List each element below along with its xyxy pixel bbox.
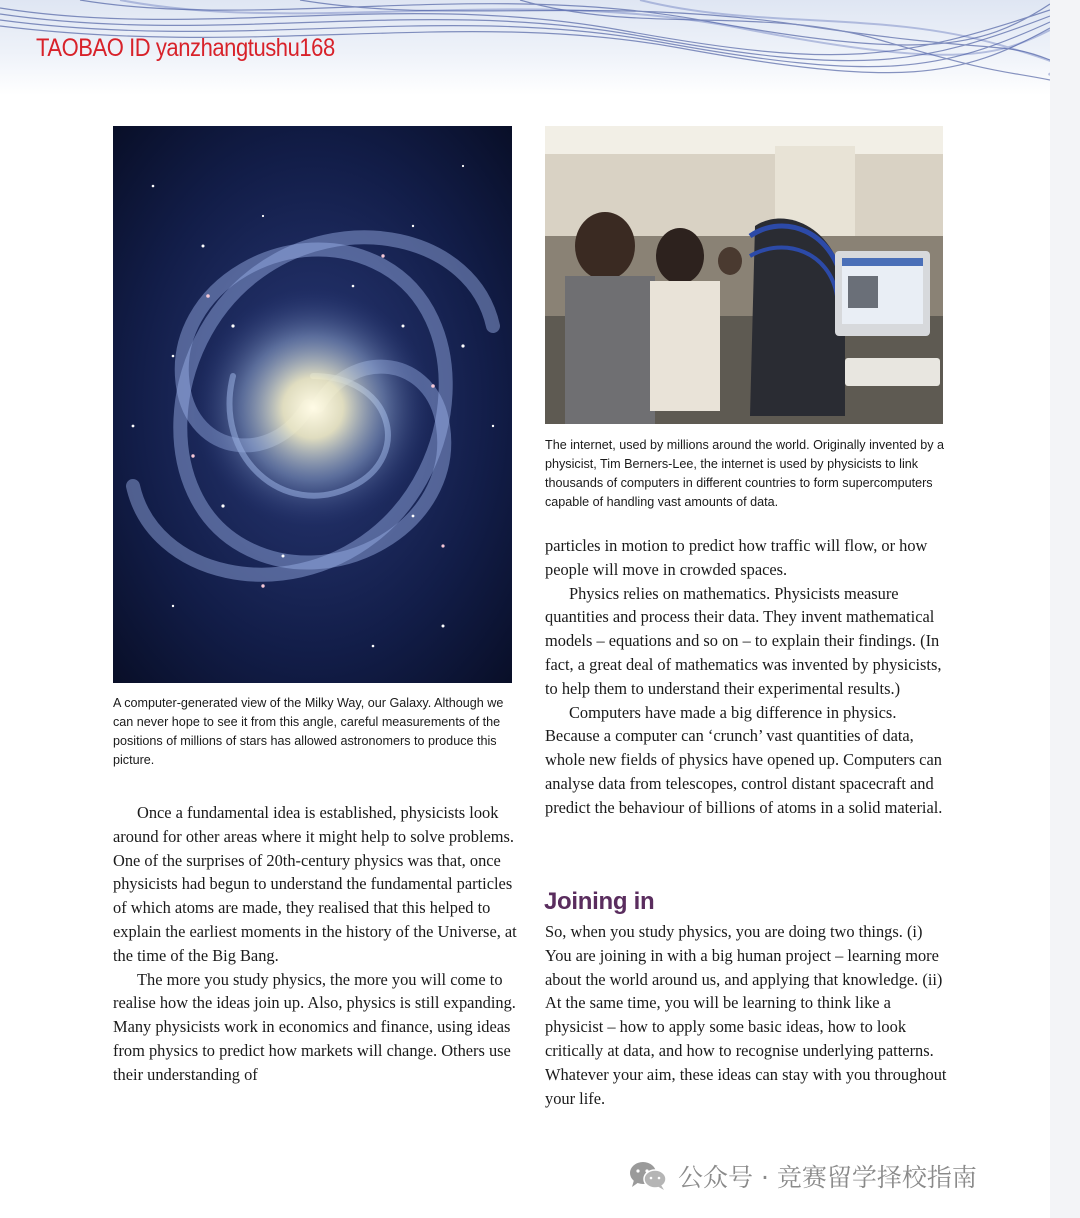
computer-lab-photo (545, 126, 943, 424)
milky-way-image (113, 126, 512, 683)
paragraph: Once a fundamental idea is established, physicists look around for other areas where it might help to solve problems. One of the surprises of 20th-century physics was that, once physicists had begun to understand the fundamental particles of which atoms are made, they realised that this helped to explain the earliest moments in the history of the Universe, at the time of the Big Bang. (113, 803, 517, 965)
paragraph: So, when you study physics, you are doing two things. (i) You are joining in with a big human project – learning more about the world around us, and applying that knowledge. (ii) At the same time, you will be learning to think like a physicist – how to apply some basic ideas, how to look critically at data, and how to recognise underlying patterns. Whatever your aim, these ideas can stay with you throughout your life. (545, 922, 947, 1108)
paragraph: particles in motion to predict how traffic will flow, or how people will move in crowded spaces. (545, 536, 928, 579)
taobao-id-watermark: TAOBAO ID yanzhangtushu168 (36, 34, 335, 62)
section-heading: Joining in (544, 888, 655, 915)
section-text (545, 920, 950, 1110)
internet-caption: The internet, used by millions around the world. Originally invented by a physicist, Tim Berners-Lee, the internet is used by physicists to link thousands of computers in different countries to form supercomputers capable of handling vast amounts of data. (545, 438, 945, 509)
paragraph: Computers have made a big difference in physics. Because a computer can ‘crunch’ vast quantities of data, whole new fields of physics have opened up. Computers can analyse data from telescopes, control distant spacecraft and predict the behaviour of billions of atoms in a solid material. (545, 702, 943, 817)
left-column-text (113, 801, 518, 1087)
paragraph: The more you study physics, the more you will come to realise how the ideas join up. Also, physics is still expanding. Many physicists work in economics and finance, using ideas from physics to predict how markets will change. Others use their understanding of (113, 969, 516, 1084)
paragraph: Physics relies on mathematics. Physicists measure quantities and process their data. They invent mathematical models – equations and so on – to explain their findings. (In fact, a great deal of mathematics was invented by physicists, to help them to understand their experimental results.) (545, 583, 942, 698)
galaxy-caption: A computer-generated view of the Milky Way, our Galaxy. Although we can never hope to see it from this angle, careful measurements of the positions of millions of stars has allowed astronomers to produce this picture. (113, 696, 504, 767)
footer-watermark-text: 公众号 · 竞赛留学择校指南 (678, 1163, 977, 1192)
wechat-icon (628, 1160, 668, 1192)
decorative-banner (0, 0, 1050, 95)
wechat-watermark (628, 1158, 977, 1194)
right-column-text (545, 534, 950, 820)
